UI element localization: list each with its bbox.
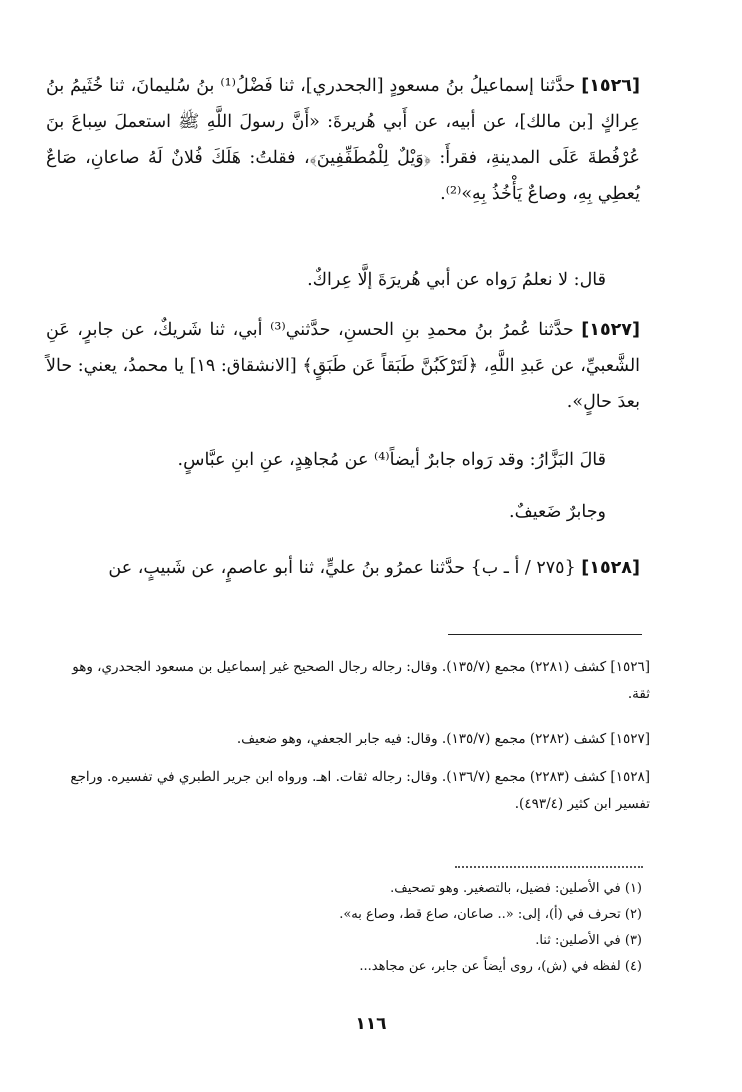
notes-divider <box>448 634 642 635</box>
note-text: [١٥٢٧] كشف (٢٢٨٢) مجمع (١٣٥/٧). وقال: فيه جابر الجعفي، وهو ضعيف. <box>236 731 650 747</box>
note-text: [١٥٢٨] كشف (٢٢٨٣) مجمع (١٣٦/٧). وقال: رجاله ثقات. اهـ. ورواه ابن جرير الطبري في تفسيره. وراجع تفسير ابن كثير (٤٩٣/٤). <box>70 769 650 812</box>
hadith-text: {٢٧٥ / أ ـ ب} حدَّثنا عمرُو بنُ عليٍّ، ثنا أبو عاصمٍ، عن شَبيبٍ، عن <box>108 558 582 578</box>
source-note-1528 <box>46 764 650 818</box>
note-text: [١٥٢٦] كشف (٢٢٨١) مجمع (١٣٥/٧). وقال: رجاله رجال الصحيح غير إسماعيل بن مسعود الجحدري، وهو ثقة. <box>72 659 650 702</box>
hadith-number: [١٥٢٨] <box>581 558 640 578</box>
commentary-text: وجابرٌ ضَعيفٌ. <box>509 502 606 522</box>
hadith-number: [١٥٢٦] <box>581 76 640 96</box>
commentary-1526 <box>46 262 640 298</box>
footnote: (١) في الأصلين: فضيل، بالتصغير. وهو تصحيف. <box>390 881 642 896</box>
footnotes <box>46 876 642 980</box>
source-note-1526 <box>46 654 650 708</box>
footnote: (٤) لفظه في (ش)، روى أيضاً عن جابر، عن مجاهد... <box>359 959 642 974</box>
hadith-text: حدَّثنا عُمرُ بنُ محمدِ بنِ الحسنِ، حدَّثني⁽³⁾ أبي، ثنا شَريكٌ، عن جابرٍ، عَنِ الشَّعبيِّ، عن عَبدِ اللَّهِ، ﴿لَتَرْكَبُنَّ طَبَقاً عَن طَبَقٍ﴾ [الانشقاق: ١٩] يا محمدُ، يعني: حالاً بعدَ حالٍ». <box>46 320 641 412</box>
hadith-1526 <box>46 68 640 212</box>
footnote: (٣) في الأصلين: ثنا. <box>535 933 642 948</box>
commentary-text: قالَ البَزَّارُ: وقد رَواه جابرٌ أيضاً⁽⁴⁾ عن مُجاهِدٍ، عنِ ابنِ عبَّاسٍ. <box>177 450 606 470</box>
hadith-number: [١٥٢٧] <box>581 320 640 340</box>
commentary-1527 <box>46 442 640 478</box>
footnotes-divider <box>455 866 643 868</box>
commentary-jabir <box>46 494 640 530</box>
footnote: (٢) تحرف في (أ)، إلى: «.. صاعان، صاع قط، وصاع به». <box>339 907 642 922</box>
hadith-1527 <box>46 312 640 420</box>
page-number: ١١٦ <box>355 1014 387 1034</box>
source-note-1527 <box>46 726 650 753</box>
hadith-1528 <box>46 550 640 586</box>
commentary-text: قال: لا نعلمُ رَواه عن أبي هُريرَةَ إلَّا عِراكٌ. <box>307 270 606 290</box>
hadith-text: حدَّثنا إسماعيلُ بنُ مسعودٍ [الجحدري]، ثنا فَضْلُ⁽¹⁾ بنُ سُليمانَ، ثنا خُثَيمُ بنُ عِراكٍ [بن مالك]، عن أبيه، عن أَبي هُريرةَ: «أَنَّ رسولَ اللَّهِ ﷺ استعملَ سِباعَ بنَ عُرْفُطةَ عَلَى المدينةِ، فقرأَ: ﴿وَيْلٌ لِلْمُطَفِّفِينَ﴾، فقلتُ: هَلَكَ فُلانٌ لَهُ صاعانِ، صَاعٌ يُعطِي بِهِ، وصاعٌ يَأْخُذُ بِهِ»⁽²⁾. <box>46 76 640 204</box>
